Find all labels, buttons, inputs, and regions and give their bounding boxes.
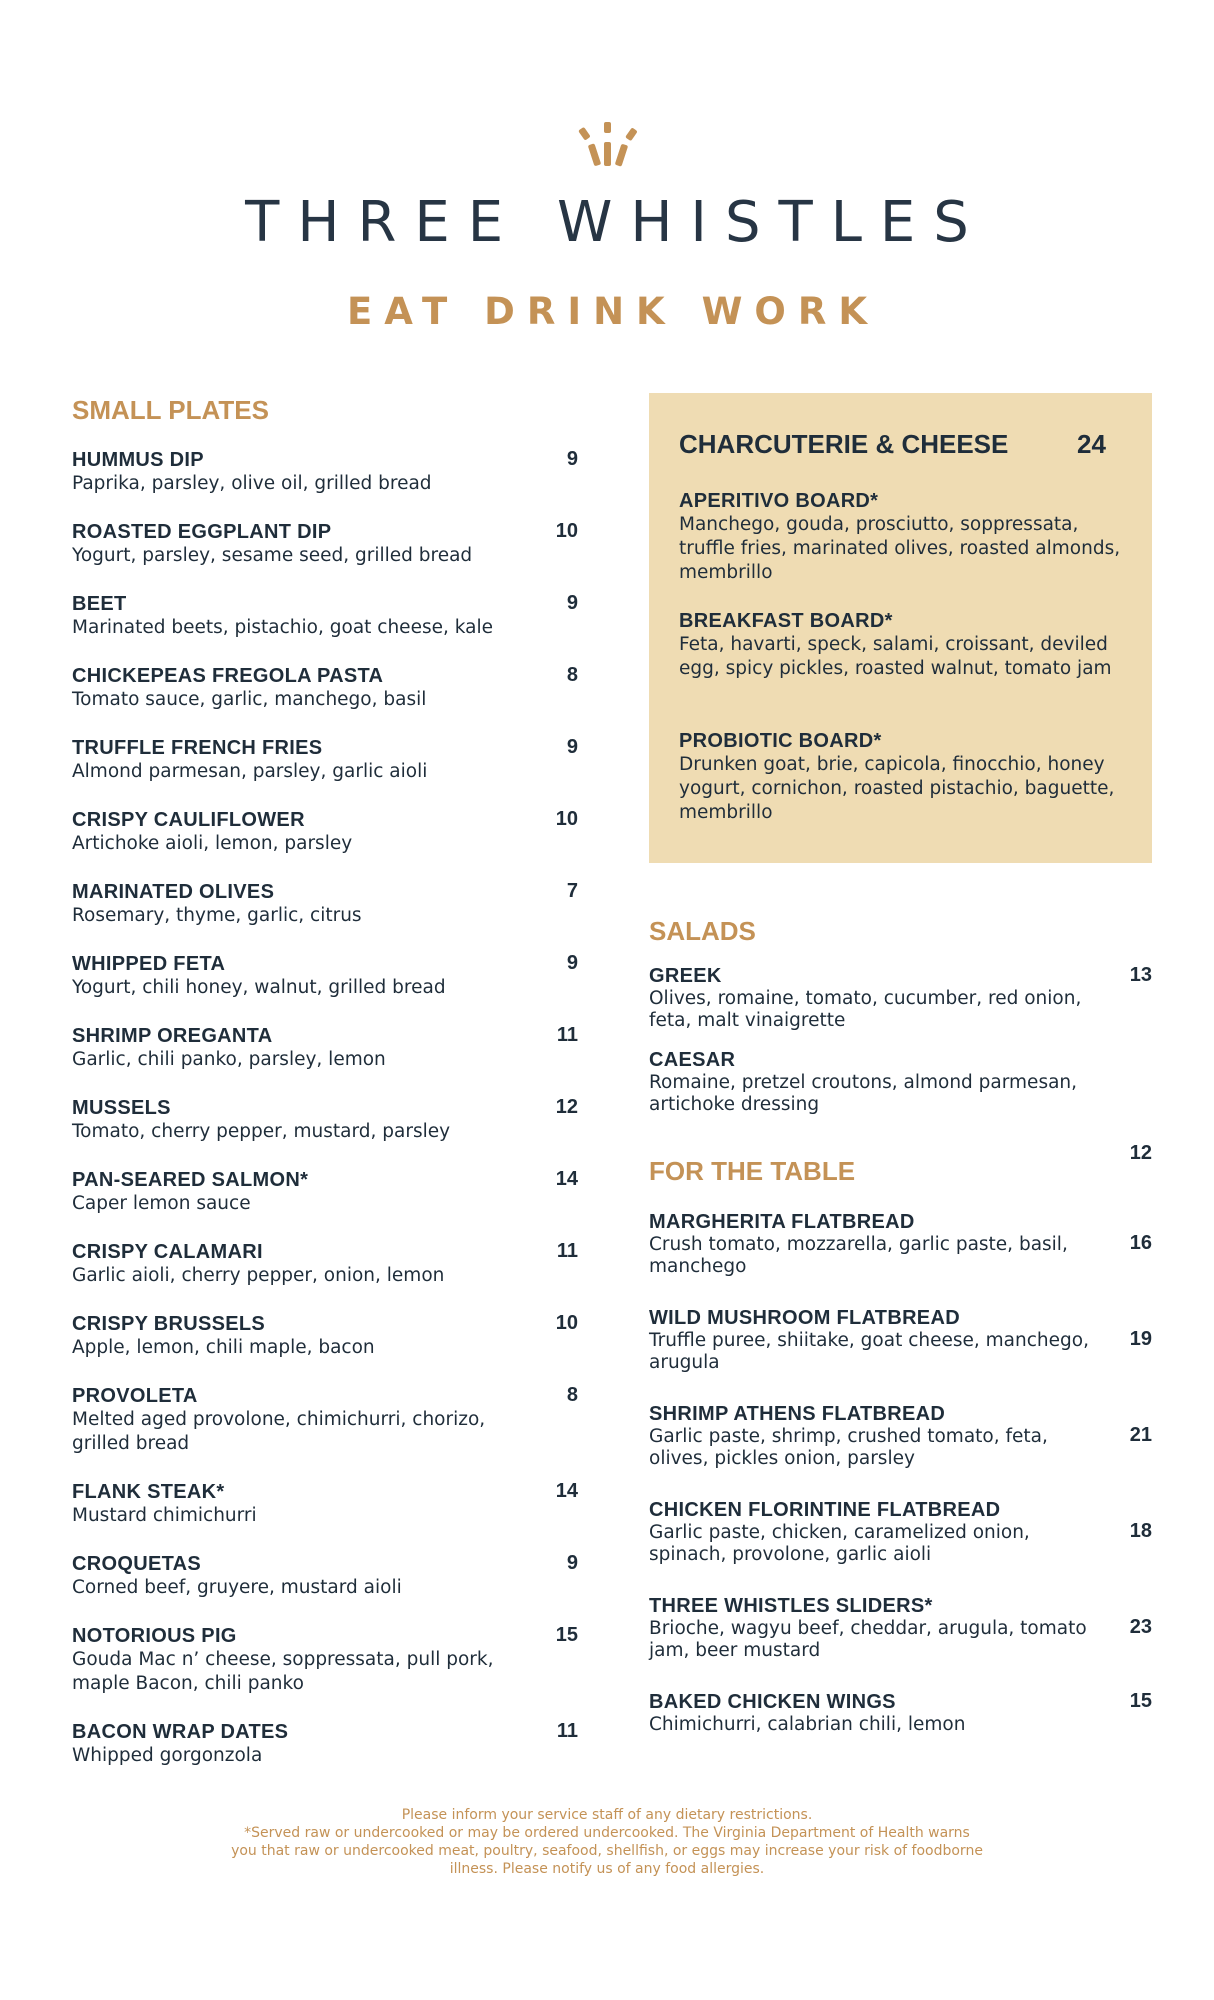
menu-item bbox=[72, 1168, 578, 1240]
item-name: WILD MUSHROOM FLATBREAD bbox=[649, 1307, 960, 1329]
item-price: 9 bbox=[566, 736, 578, 758]
item-desc: Yogurt, parsley, sesame seed, grilled bread bbox=[72, 545, 473, 566]
salads-list bbox=[649, 964, 1152, 1164]
menu-item bbox=[72, 592, 578, 664]
disclaimer-line: you that raw or undercooked meat, poultry, seafood, shellfish, or eggs may increase your risk of foodborne bbox=[231, 1843, 983, 1859]
item-price: 11 bbox=[556, 1240, 578, 1262]
for-the-table-title: FOR THE TABLE bbox=[649, 1156, 856, 1186]
board-item bbox=[679, 609, 1129, 681]
item-price: 10 bbox=[555, 808, 578, 830]
menu-item bbox=[649, 1690, 1152, 1750]
item-price: 9 bbox=[566, 592, 578, 614]
item-name: CAESAR bbox=[649, 1049, 736, 1071]
item-name: CHICKEPEAS FREGOLA PASTA bbox=[72, 665, 384, 687]
item-desc: Almond parmesan, parsley, garlic aioli bbox=[72, 761, 428, 782]
brand-name: THREE WHISTLES bbox=[245, 190, 987, 255]
board-desc: Drunken goat, brie, capicola, finocchio, honey yogurt, cornichon, roasted pistachio, baguette, membrillo bbox=[679, 754, 1115, 823]
disclaimer-line: Please inform your service staff of any dietary restrictions. bbox=[401, 1807, 813, 1823]
menu-item bbox=[649, 964, 1152, 1048]
item-price: 12 bbox=[555, 1096, 578, 1118]
item-name: CRISPY BRUSSELS bbox=[72, 1313, 266, 1335]
menu-item bbox=[649, 1594, 1152, 1690]
item-desc: Truffle puree, shiitake, goat cheese, manchego, arugula bbox=[649, 1330, 1089, 1373]
tagline: EAT DRINK WORK bbox=[346, 290, 880, 333]
item-desc: Tomato sauce, garlic, manchego, basil bbox=[72, 689, 427, 710]
item-desc: Tomato, cherry pepper, mustard, parsley bbox=[72, 1121, 451, 1142]
item-name: BACON WRAP DATES bbox=[72, 1721, 289, 1743]
item-desc: Yogurt, chili honey, walnut, grilled bread bbox=[72, 977, 446, 998]
item-price: 10 bbox=[555, 1312, 578, 1334]
item-name: ROASTED EGGPLANT DIP bbox=[72, 521, 332, 543]
menu-item bbox=[72, 1240, 578, 1312]
item-price: 15 bbox=[1129, 1690, 1152, 1712]
item-name: FLANK STEAK* bbox=[72, 1481, 225, 1503]
menu-item bbox=[72, 1096, 578, 1168]
charcuterie-price: 24 bbox=[1077, 429, 1106, 459]
item-price: 16 bbox=[1129, 1232, 1152, 1254]
item-name: CRISPY CALAMARI bbox=[72, 1241, 263, 1263]
item-name: MARGHERITA FLATBREAD bbox=[649, 1211, 915, 1233]
charcuterie-title: CHARCUTERIE & CHEESE bbox=[679, 429, 1009, 459]
board-name: BREAKFAST BOARD* bbox=[679, 610, 893, 632]
item-desc: Romaine, pretzel croutons, almond parmesan, artichoke dressing bbox=[649, 1072, 1078, 1115]
item-price: 23 bbox=[1129, 1616, 1152, 1638]
menu-item bbox=[72, 1480, 578, 1552]
item-name: CHICKEN FLORINTINE FLATBREAD bbox=[649, 1499, 1001, 1521]
item-name: TRUFFLE FRENCH FRIES bbox=[72, 737, 323, 759]
item-desc: Corned beef, gruyere, mustard aioli bbox=[72, 1577, 402, 1598]
charcuterie-panel bbox=[649, 393, 1152, 863]
board-item bbox=[679, 489, 1129, 585]
small-plates-list bbox=[72, 448, 578, 1792]
item-price: 14 bbox=[555, 1480, 578, 1502]
menu-item bbox=[72, 1720, 578, 1792]
menu-item bbox=[649, 1402, 1152, 1498]
dietary-disclaimer bbox=[0, 1806, 1214, 1878]
menu-item bbox=[72, 448, 578, 520]
item-name: SHRIMP OREGANTA bbox=[72, 1025, 273, 1047]
item-price: 8 bbox=[566, 1384, 578, 1406]
item-price: 10 bbox=[555, 520, 578, 542]
item-name: CROQUETAS bbox=[72, 1553, 201, 1575]
item-name: MARINATED OLIVES bbox=[72, 881, 275, 903]
item-price: 19 bbox=[1129, 1328, 1152, 1350]
board-name: PROBIOTIC BOARD* bbox=[679, 730, 882, 752]
menu-item bbox=[649, 1498, 1152, 1594]
disclaimer-line: illness. Please notify us of any food allergies. bbox=[449, 1861, 765, 1877]
item-price: 12 bbox=[1129, 1142, 1152, 1164]
item-name: GREEK bbox=[649, 965, 722, 987]
item-name: BEET bbox=[72, 593, 127, 615]
item-name: PROVOLETA bbox=[72, 1385, 198, 1407]
item-price: 8 bbox=[566, 664, 578, 686]
menu-item bbox=[72, 664, 578, 736]
item-desc: Marinated beets, pistachio, goat cheese, kale bbox=[72, 617, 493, 638]
item-desc: Mustard chimichurri bbox=[72, 1505, 257, 1526]
item-price: 9 bbox=[566, 448, 578, 470]
item-name: BAKED CHICKEN WINGS bbox=[649, 1691, 896, 1713]
menu-item bbox=[72, 880, 578, 952]
item-desc: Caper lemon sauce bbox=[72, 1193, 251, 1214]
board-name: APERITIVO BOARD* bbox=[679, 490, 879, 512]
item-name: SHRIMP ATHENS FLATBREAD bbox=[649, 1403, 946, 1425]
item-price: 15 bbox=[555, 1624, 578, 1646]
item-desc: Apple, lemon, chili maple, bacon bbox=[72, 1337, 375, 1358]
menu-item bbox=[649, 1306, 1152, 1402]
menu-item bbox=[72, 1624, 578, 1720]
menu-item bbox=[649, 1210, 1152, 1306]
item-desc: Paprika, parsley, olive oil, grilled bread bbox=[72, 473, 432, 494]
item-price: 11 bbox=[556, 1720, 578, 1742]
item-desc: Garlic aioli, cherry pepper, onion, lemon bbox=[72, 1265, 445, 1286]
item-desc: Garlic paste, chicken, caramelized onion, spinach, provolone, garlic aioli bbox=[649, 1522, 1030, 1565]
board-desc: Feta, havarti, speck, salami, croissant, deviled egg, spicy pickles, roasted walnut, tomato jam bbox=[679, 634, 1112, 679]
item-desc: Artichoke aioli, lemon, parsley bbox=[72, 833, 353, 854]
menu-item bbox=[649, 1048, 1152, 1164]
item-price: 13 bbox=[1129, 964, 1152, 986]
disclaimer-line: *Served raw or undercooked or may be ordered undercooked. The Virginia Department of Health warns bbox=[244, 1825, 970, 1841]
small-plates-title: SMALL PLATES bbox=[72, 395, 269, 425]
menu-item bbox=[72, 808, 578, 880]
menu-item bbox=[72, 1552, 578, 1624]
item-price: 21 bbox=[1129, 1424, 1152, 1446]
item-desc: Gouda Mac n’ cheese, soppressata, pull pork, maple Bacon, chili panko bbox=[72, 1649, 494, 1694]
item-name: PAN-SEARED SALMON* bbox=[72, 1169, 309, 1191]
menu-item bbox=[72, 520, 578, 592]
item-name: NOTORIOUS PIG bbox=[72, 1625, 237, 1647]
item-price: 11 bbox=[556, 1024, 578, 1046]
item-name: HUMMUS DIP bbox=[72, 449, 204, 471]
item-desc: Melted aged provolone, chimichurri, chorizo, grilled bread bbox=[72, 1409, 486, 1454]
item-price: 9 bbox=[566, 952, 578, 974]
item-desc: Garlic paste, shrimp, crushed tomato, feta, olives, pickles onion, parsley bbox=[649, 1426, 1048, 1469]
item-desc: Crush tomato, mozzarella, garlic paste, basil, manchego bbox=[649, 1234, 1068, 1277]
item-price: 18 bbox=[1129, 1520, 1152, 1542]
board-item bbox=[679, 729, 1129, 825]
menu-item bbox=[72, 1384, 578, 1480]
menu-item bbox=[72, 1312, 578, 1384]
item-price: 14 bbox=[555, 1168, 578, 1190]
item-name: MUSSELS bbox=[72, 1097, 171, 1119]
item-desc: Whipped gorgonzola bbox=[72, 1745, 263, 1766]
item-desc: Rosemary, thyme, garlic, citrus bbox=[72, 905, 362, 926]
three-whistles-logo-icon bbox=[567, 120, 649, 170]
menu-item bbox=[72, 736, 578, 808]
item-name: THREE WHISTLES SLIDERS* bbox=[649, 1595, 933, 1617]
for-the-table-list bbox=[649, 1210, 1152, 1750]
salads-title: SALADS bbox=[649, 916, 756, 946]
menu-item bbox=[72, 1024, 578, 1096]
menu-item bbox=[72, 952, 578, 1024]
item-desc: Garlic, chili panko, parsley, lemon bbox=[72, 1049, 386, 1070]
item-price: 9 bbox=[566, 1552, 578, 1574]
item-desc: Brioche, wagyu beef, cheddar, arugula, tomato jam, beer mustard bbox=[649, 1618, 1087, 1661]
item-desc: Olives, romaine, tomato, cucumber, red onion, feta, malt vinaigrette bbox=[649, 988, 1082, 1031]
item-price: 7 bbox=[566, 880, 578, 902]
item-name: WHIPPED FETA bbox=[72, 953, 226, 975]
item-desc: Chimichurri, calabrian chili, lemon bbox=[649, 1714, 966, 1735]
board-desc: Manchego, gouda, prosciutto, soppressata, truffle fries, marinated olives, roasted almonds, membrillo bbox=[679, 514, 1121, 583]
item-name: CRISPY CAULIFLOWER bbox=[72, 809, 305, 831]
